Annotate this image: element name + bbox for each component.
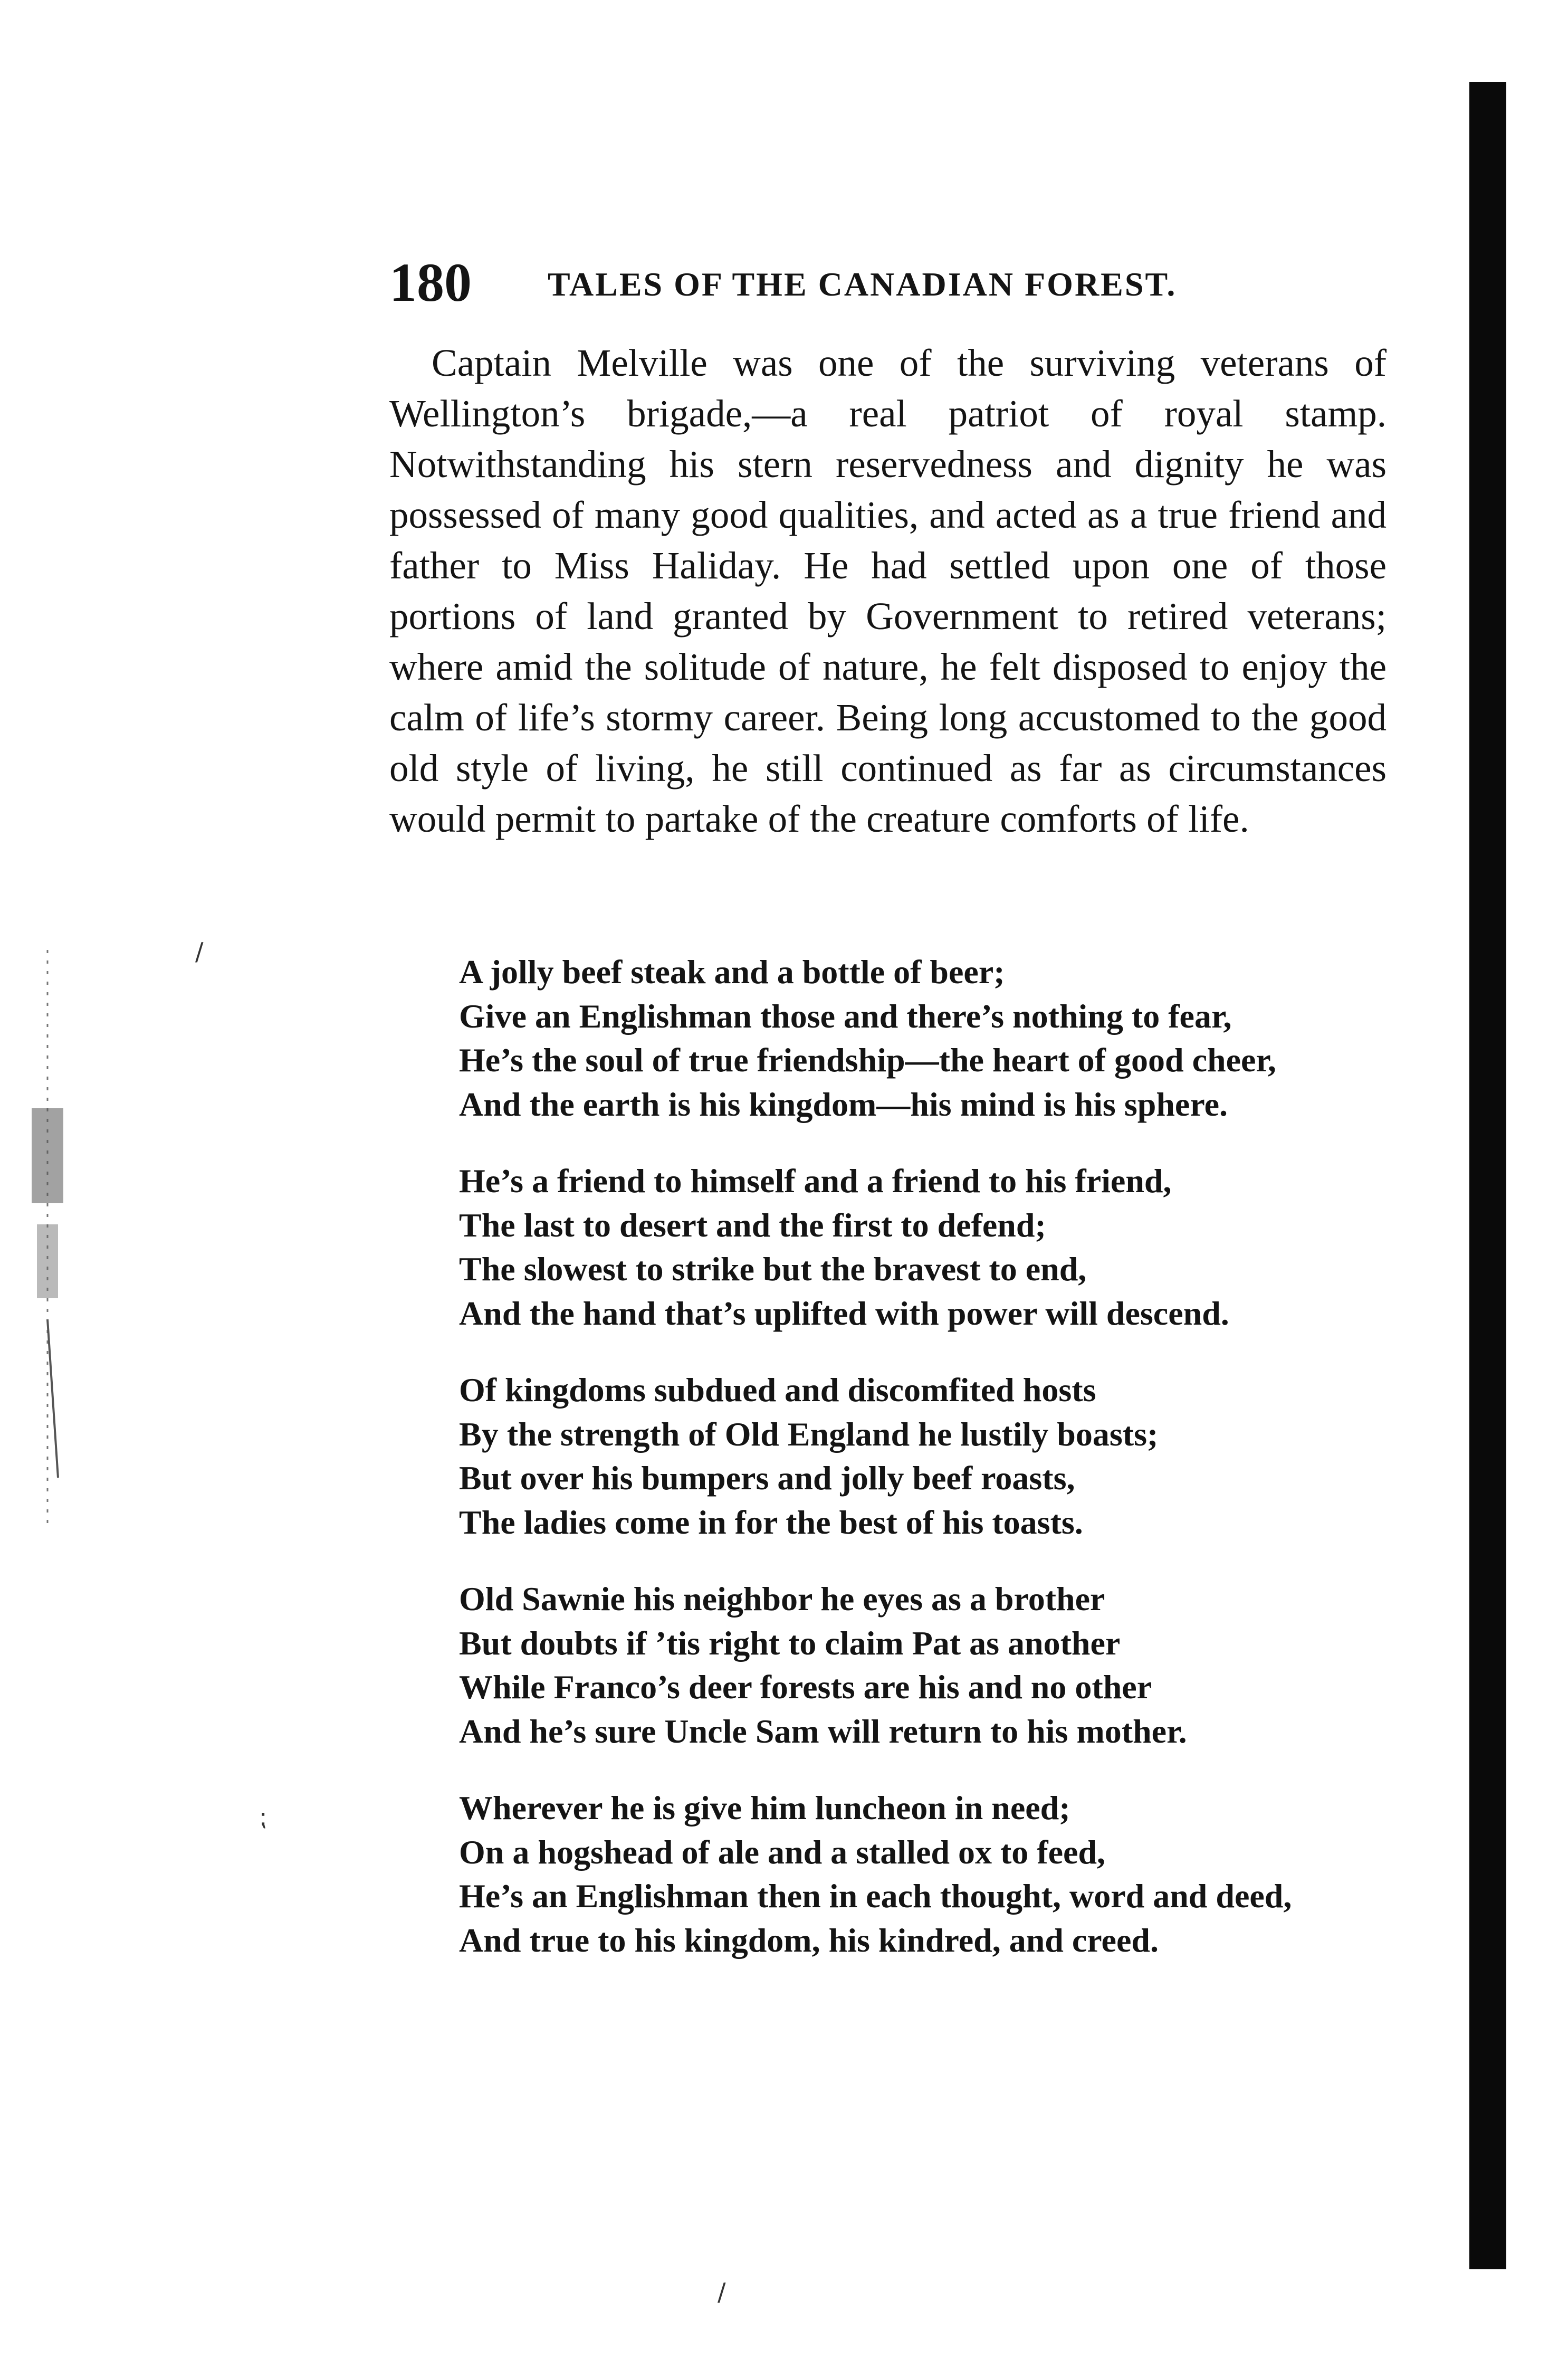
poem-stanza xyxy=(459,950,1398,1126)
verse-line: He’s the soul of true friendship—the heart of good cheer, xyxy=(459,1041,1276,1079)
verse-line: And the hand that’s uplifted with power will descend. xyxy=(459,1294,1229,1332)
verse-line: A jolly beef steak and a bottle of beer; xyxy=(459,953,1005,991)
poem-stanza xyxy=(459,1368,1398,1544)
verse-line: Old Sawnie his neighbor he eyes as a brother xyxy=(459,1580,1105,1618)
margin-speck: ⁏ xyxy=(259,1803,267,1831)
verse-line: By the strength of Old England he lustily boasts; xyxy=(459,1415,1159,1453)
verse-line: Give an Englishman those and there’s nothing to fear, xyxy=(459,997,1232,1035)
verse-line: Wherever he is give him luncheon in need; xyxy=(459,1789,1070,1827)
verse-line: The slowest to strike but the bravest to end, xyxy=(459,1250,1087,1288)
verse-line: And he’s sure Uncle Sam will return to his mother. xyxy=(459,1712,1187,1750)
page-edge-shadow xyxy=(1469,82,1506,2269)
verse-line: He’s a friend to himself and a friend to his friend, xyxy=(459,1162,1172,1200)
verse-line: Of kingdoms subdued and discomfited hosts xyxy=(459,1371,1096,1409)
page-header xyxy=(389,251,1392,320)
poem xyxy=(459,950,1398,1995)
verse-line: The last to desert and the first to defend; xyxy=(459,1206,1046,1244)
poem-stanza xyxy=(459,1159,1398,1335)
verse-line: And true to his kingdom, his kindred, and creed. xyxy=(459,1921,1159,1959)
running-title: TALES OF THE CANADIAN FOREST. xyxy=(548,265,1177,303)
verse-line: But doubts if ’tis right to claim Pat as another xyxy=(459,1624,1121,1662)
prose-paragraph: Captain Melville was one of the surviving veterans of Wellington’s brigade,—a real patriot of royal stamp. Notwithstanding his stern reservedness and dignity he was possessed of many good qualities, and acted as a true friend and father to Miss Haliday. He had settled upon one of those portions of land granted by Government to retired veterans; where amid the solitude of nature, he felt disposed to enjoy the calm of life’s stormy career. Being long accustomed to the good old style of living, he still continued as far as circumstances would permit to partake of the creature comforts of life. xyxy=(389,341,1387,840)
verse-line: While Franco’s deer forests are his and no other xyxy=(459,1668,1152,1706)
verse-line: The ladies come in for the best of his toasts. xyxy=(459,1503,1083,1541)
verse-line: On a hogshead of ale and a stalled ox to feed, xyxy=(459,1833,1105,1871)
margin-speck: / xyxy=(718,2278,726,2306)
verse-line: And the earth is his kingdom—his mind is his sphere. xyxy=(459,1085,1228,1123)
verse-line: He’s an Englishman then in each thought, word and deed, xyxy=(459,1877,1292,1915)
poem-stanza xyxy=(459,1786,1398,1962)
margin-speck: / xyxy=(195,937,204,966)
poem-stanza xyxy=(459,1577,1398,1753)
margin-scan-noise xyxy=(26,950,69,1530)
prose-block xyxy=(389,338,1387,844)
verse-line: But over his bumpers and jolly beef roasts, xyxy=(459,1459,1075,1497)
page-number: 180 xyxy=(389,252,472,313)
